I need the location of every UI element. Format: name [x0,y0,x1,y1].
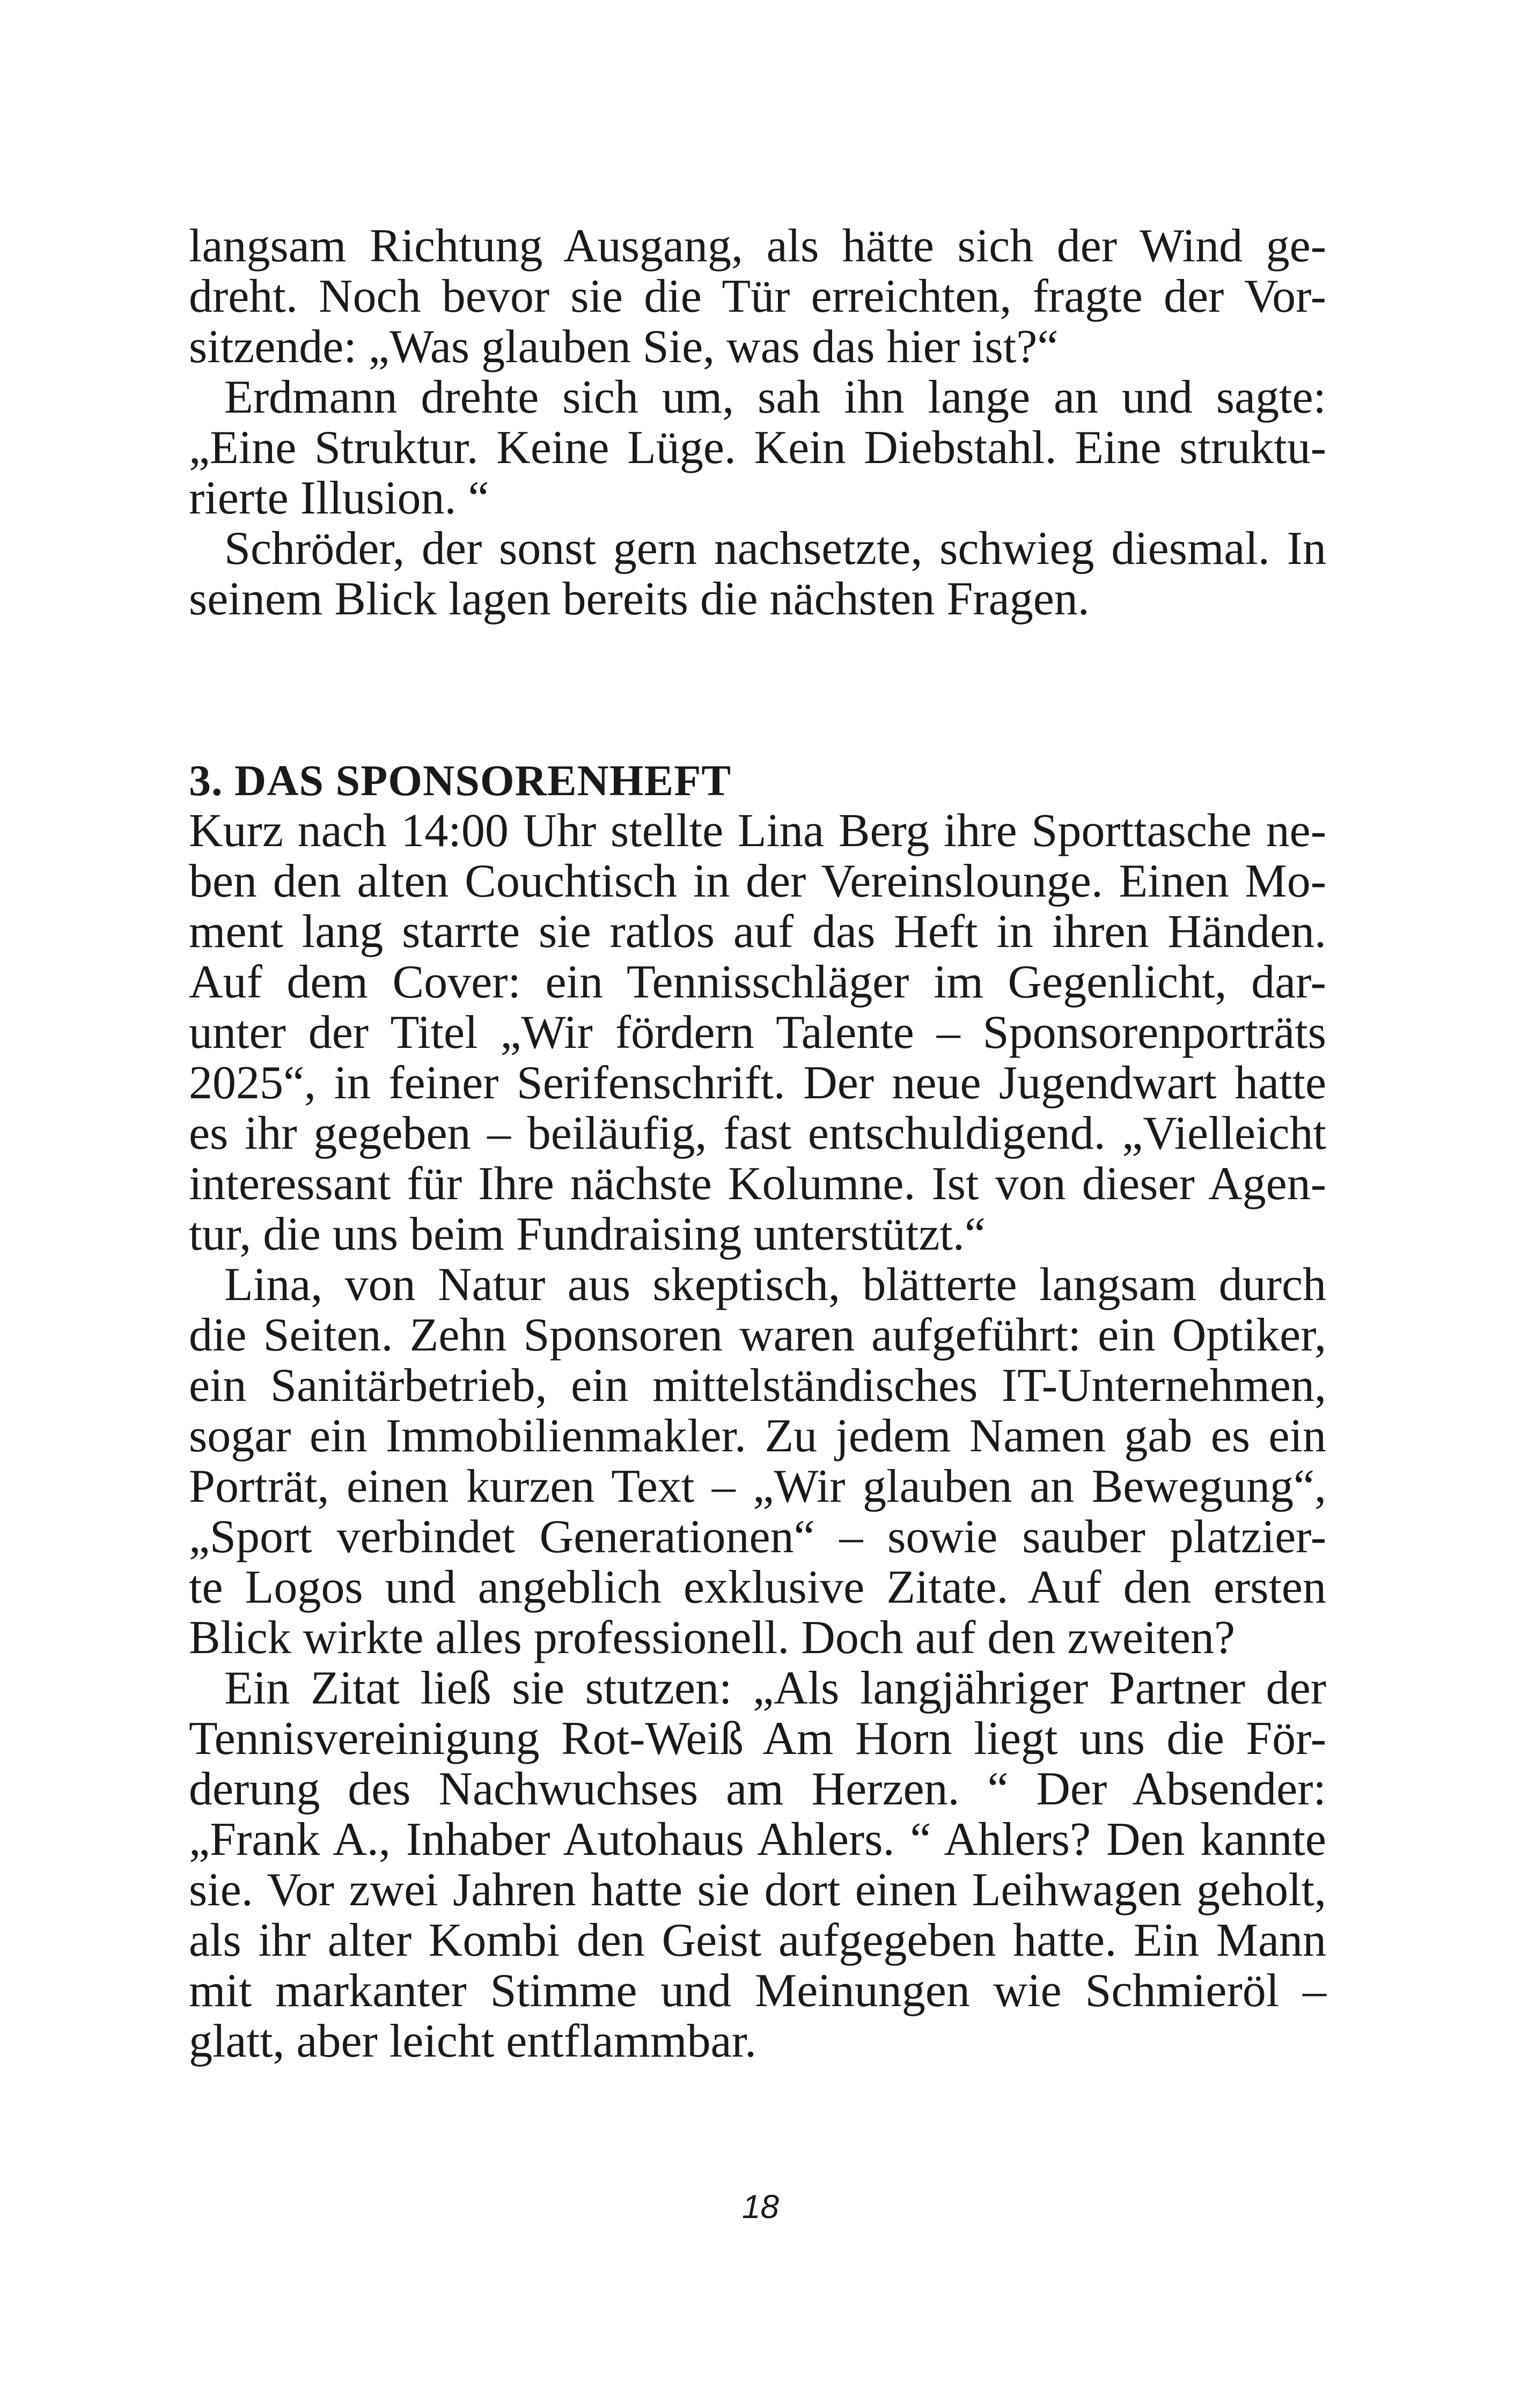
text-line: derung des Nachwuchses am Herzen. “ Der Absender: [189,1763,1326,1815]
text-line: te Logos und angeblich exklusive Zitate. Auf den ersten [189,1561,1326,1613]
chapter-heading: 3. DAS SPONSORENHEFT [189,756,732,805]
text-line: Erdmann drehte sich um, sah ihn lange an und sagte: [224,371,1326,423]
text-line: seinem Blick lagen bereits die nächsten Fragen. [189,573,1090,625]
text-line: „Eine Struktur. Keine Lüge. Kein Diebstahl. Eine struktu- [189,422,1326,474]
text-line: interessant für Ihre nächste Kolumne. Ist von dieser Agen- [189,1158,1326,1210]
text-line: mit markanter Stimme und Meinungen wie Schmieröl – [189,1965,1326,2017]
text-line: glatt, aber leicht entflammbar. [189,2015,757,2067]
text-line: sogar ein Immobilienmakler. Zu jedem Namen gab es ein [189,1410,1326,1462]
text-line: ein Sanitärbetrieb, ein mittelständisches IT-Unternehmen, [189,1360,1326,1412]
text-line: Blick wirkte alles professionell. Doch auf den zweiten? [189,1612,1236,1664]
text-line: langsam Richtung Ausgang, als hätte sich der Wind ge- [189,220,1326,272]
text-line: sitzende: „Was glauben Sie, was das hier ist?“ [189,321,1059,373]
text-line: als ihr alter Kombi den Geist aufgegeben hatte. Ein Mann [189,1914,1326,1966]
text-line: 2025“, in feiner Serifenschrift. Der neue Jugendwart hatte [189,1057,1326,1109]
text-line: „Sport verbindet Generationen“ – sowie sauber platzier- [189,1511,1326,1563]
text-line: Kurz nach 14:00 Uhr stellte Lina Berg ihre Sporttasche ne- [189,805,1326,857]
text-line: Tennisvereinigung Rot-Weiß Am Horn liegt uns die För- [189,1713,1326,1765]
chapter-section [189,755,1326,2067]
text-line: ment lang starrte sie ratlos auf das Heft in ihren Händen. [189,906,1326,958]
text-line: ben den alten Couchtisch in der Vereinslounge. Einen Mo- [189,855,1326,907]
text-line: unter der Titel „Wir fördern Talente – Sponsorenporträts [189,1007,1326,1059]
text-line: rierte Illusion. “ [189,472,489,524]
text-line: „Frank A., Inhaber Autohaus Ahlers. “ Ahlers? Den kannte [189,1814,1326,1866]
text-line: Porträt, einen kurzen Text – „Wir glauben an Bewegung“, [189,1460,1326,1513]
page-number: 18 [742,2189,779,2226]
previous-section-text [189,221,1326,625]
text-line: Auf dem Cover: ein Tennisschläger im Gegenlicht, dar- [189,956,1326,1008]
text-line: sie. Vor zwei Jahren hatte sie dort einen Leihwagen geholt, [189,1864,1326,1916]
text-line: Schröder, der sonst gern nachsetzte, schwieg diesmal. In [224,523,1326,575]
text-line: Lina, von Natur aus skeptisch, blätterte langsam durch [224,1259,1326,1311]
text-line: dreht. Noch bevor sie die Tür erreichten, fragte der Vor- [189,270,1326,322]
text-line: Ein Zitat ließ sie stutzen: „Als langjähriger Partner der [224,1662,1326,1714]
text-line: tur, die uns beim Fundraising unterstützt.“ [189,1208,986,1260]
text-line: die Seiten. Zehn Sponsoren waren aufgeführt: ein Optiker, [189,1309,1326,1361]
text-line: es ihr gegeben – beiläufig, fast entschuldigend. „Vielleicht [189,1107,1326,1159]
